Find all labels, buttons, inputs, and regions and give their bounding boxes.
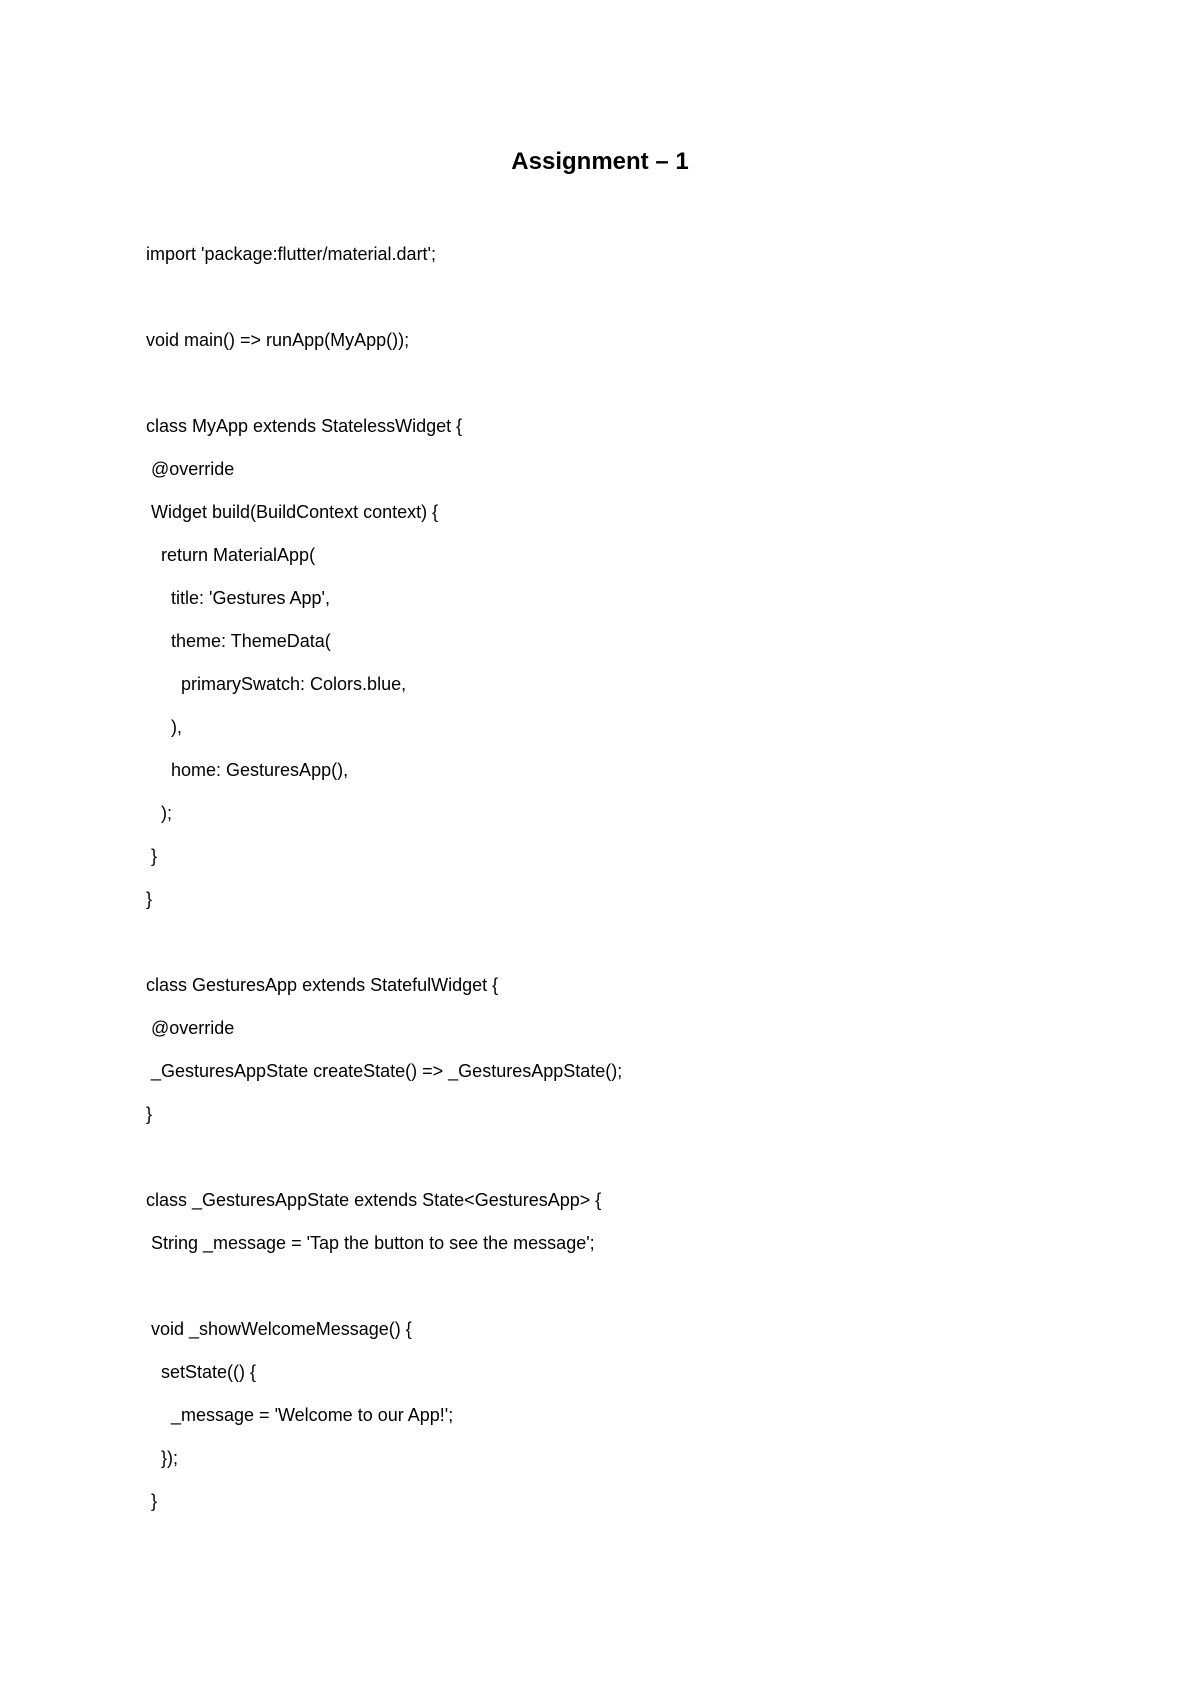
code-line: void _showWelcomeMessage() { bbox=[146, 1319, 412, 1339]
code-line: @override bbox=[146, 459, 235, 479]
code-line: import 'package:flutter/material.dart'; bbox=[146, 244, 436, 264]
code-line: Widget build(BuildContext context) { bbox=[146, 502, 439, 522]
code-line: class MyApp extends StatelessWidget { bbox=[146, 416, 463, 436]
code-line bbox=[146, 930, 1126, 973]
code-line: void main() => runApp(MyApp()); bbox=[146, 330, 410, 350]
code-line: return MaterialApp( bbox=[146, 545, 316, 565]
code-block bbox=[146, 242, 1126, 1532]
code-line bbox=[146, 1145, 1126, 1188]
code-line: _GesturesAppState createState() => _GesturesAppState(); bbox=[146, 1061, 623, 1081]
code-line: primarySwatch: Colors.blue, bbox=[146, 674, 407, 694]
code-line: setState(() { bbox=[146, 1362, 257, 1382]
code-line bbox=[146, 371, 1126, 414]
code-line: ); bbox=[146, 803, 172, 823]
code-line: title: 'Gestures App', bbox=[146, 588, 330, 608]
code-line: @override bbox=[146, 1018, 235, 1038]
code-line: } bbox=[146, 889, 153, 909]
code-line: } bbox=[146, 1491, 158, 1511]
code-line: home: GesturesApp(), bbox=[146, 760, 349, 780]
code-line bbox=[146, 1274, 1126, 1317]
code-line: theme: ThemeData( bbox=[146, 631, 331, 651]
document-title: Assignment – 1 bbox=[511, 148, 689, 175]
code-line: ), bbox=[146, 717, 182, 737]
code-line: } bbox=[146, 846, 158, 866]
code-line: class GesturesApp extends StatefulWidget { bbox=[146, 975, 499, 995]
code-line: _message = 'Welcome to our App!'; bbox=[146, 1405, 454, 1425]
code-line: String _message = 'Tap the button to see the message'; bbox=[146, 1233, 595, 1253]
code-line: class _GesturesAppState extends State<GesturesApp> { bbox=[146, 1190, 602, 1210]
code-line: }); bbox=[146, 1448, 179, 1468]
code-line bbox=[146, 285, 1126, 328]
code-line: } bbox=[146, 1104, 153, 1124]
